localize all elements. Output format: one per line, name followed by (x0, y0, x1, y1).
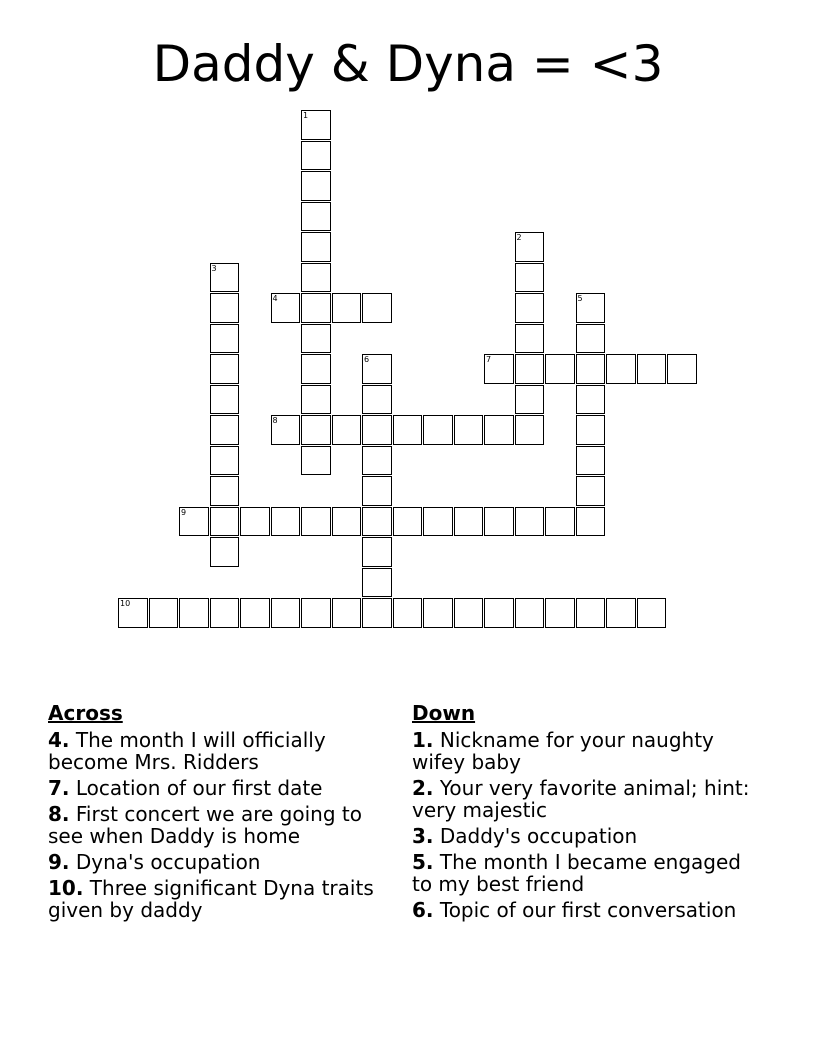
grid-cell[interactable] (606, 354, 636, 384)
clue-number-label: 10 (120, 599, 131, 608)
grid-cell[interactable] (301, 141, 331, 171)
grid-cell[interactable] (301, 446, 331, 476)
grid-cell[interactable] (301, 385, 331, 415)
grid-cell[interactable] (454, 507, 484, 537)
clue-number-label: 4 (272, 294, 278, 303)
clue-number-label: 3 (211, 263, 217, 273)
grid-cell[interactable] (515, 385, 545, 415)
grid-cell[interactable] (484, 354, 514, 384)
across-clue (48, 803, 378, 847)
grid-cell[interactable] (515, 415, 545, 445)
clue-text: Your very favorite animal; hint: very majestic (412, 776, 750, 822)
clue-text: First concert we are going to see when Daddy is home (48, 802, 362, 848)
clue-number: 2. (412, 776, 434, 800)
grid-cell[interactable] (362, 598, 392, 628)
grid-cell[interactable] (484, 507, 514, 537)
grid-cell[interactable] (210, 293, 240, 323)
grid-cell[interactable] (545, 507, 575, 537)
clue-number: 8. (48, 802, 70, 826)
grid-cell[interactable] (210, 476, 240, 506)
grid-cell[interactable] (301, 507, 331, 537)
clue-text: Topic of our first conversation (439, 898, 737, 922)
grid-cell[interactable] (210, 354, 240, 384)
clue-text: The month I became engaged to my best friend (412, 850, 741, 896)
grid-cell[interactable] (667, 354, 697, 384)
grid-cell[interactable] (240, 598, 270, 628)
grid-cell[interactable] (271, 293, 301, 323)
grid-cell[interactable] (515, 232, 545, 262)
grid-cell[interactable] (301, 263, 331, 293)
grid-cell[interactable] (210, 263, 240, 293)
grid-cell[interactable] (301, 293, 331, 323)
grid-cell[interactable] (576, 507, 606, 537)
grid-cell[interactable] (362, 476, 392, 506)
clue-number: 6. (412, 898, 434, 922)
clue-number: 4. (48, 728, 70, 752)
clue-number-label: 5 (577, 294, 583, 303)
grid-cell[interactable] (606, 598, 636, 628)
grid-cell[interactable] (210, 507, 240, 537)
clue-number: 5. (412, 850, 434, 874)
grid-cell[interactable] (545, 598, 575, 628)
grid-cell[interactable] (484, 598, 514, 628)
down-heading: Down (412, 701, 476, 725)
grid-cell[interactable] (332, 598, 362, 628)
grid-cell[interactable] (210, 598, 240, 628)
grid-cell[interactable] (515, 293, 545, 323)
grid-cell[interactable] (301, 354, 331, 384)
grid-cell[interactable] (301, 232, 331, 262)
clue-number-label: 9 (181, 507, 187, 517)
down-clue (412, 825, 762, 847)
clue-text: The month I will officially become Mrs. Ridders (48, 728, 326, 774)
grid-cell[interactable] (576, 354, 606, 384)
grid-cell[interactable] (301, 110, 331, 140)
grid-cell[interactable] (149, 598, 179, 628)
clue-number-label: 2 (516, 233, 522, 242)
grid-cell[interactable] (301, 324, 331, 354)
grid-cell[interactable] (515, 598, 545, 628)
grid-cell[interactable] (362, 568, 392, 598)
grid-cell[interactable] (576, 446, 606, 476)
grid-cell[interactable] (423, 598, 453, 628)
grid-cell[interactable] (545, 354, 575, 384)
clue-number: 7. (48, 776, 70, 800)
grid-cell[interactable] (271, 415, 301, 445)
grid-cell[interactable] (515, 263, 545, 293)
down-clue (412, 851, 762, 895)
grid-cell[interactable] (576, 415, 606, 445)
clue-number: 3. (412, 824, 434, 848)
grid-cell[interactable] (301, 171, 331, 201)
grid-cell[interactable] (393, 507, 423, 537)
across-clue (48, 729, 378, 773)
grid-cell[interactable] (484, 415, 514, 445)
grid-cell[interactable] (362, 507, 392, 537)
clue-text: Nickname for your naughty wifey baby (412, 728, 714, 774)
puzzle-title: Daddy & Dyna = <3 (152, 35, 664, 93)
clue-number: 1. (412, 728, 434, 752)
grid-cell[interactable] (271, 598, 301, 628)
grid-cell[interactable] (210, 446, 240, 476)
grid-cell[interactable] (362, 415, 392, 445)
clue-text: Location of our first date (75, 776, 323, 800)
grid-cell[interactable] (576, 293, 606, 323)
down-clue (412, 777, 762, 821)
across-clue (48, 851, 378, 873)
grid-cell[interactable] (210, 415, 240, 445)
down-clues (412, 701, 762, 925)
down-clue (412, 729, 762, 773)
grid-cell[interactable] (210, 385, 240, 415)
clue-text: Dyna's occupation (75, 850, 261, 874)
grid-cell[interactable] (454, 598, 484, 628)
grid-cell[interactable] (179, 507, 209, 537)
clue-text: Three significant Dyna traits given by daddy (48, 876, 374, 922)
grid-cell[interactable] (210, 537, 240, 567)
grid-cell[interactable] (576, 598, 606, 628)
clue-number: 9. (48, 850, 70, 874)
across-clue (48, 877, 378, 921)
grid-cell[interactable] (423, 507, 453, 537)
grid-cell[interactable] (637, 598, 667, 628)
clue-number-label: 8 (272, 416, 278, 425)
grid-cell[interactable] (362, 354, 392, 384)
grid-cell[interactable] (393, 598, 423, 628)
clue-number-label: 6 (364, 355, 370, 364)
grid-cell[interactable] (393, 415, 423, 445)
grid-cell[interactable] (362, 446, 392, 476)
across-clues (48, 701, 378, 925)
grid-cell[interactable] (332, 293, 362, 323)
grid-cell[interactable] (271, 507, 301, 537)
grid-cell[interactable] (454, 415, 484, 445)
grid-cell[interactable] (362, 537, 392, 567)
grid-cell[interactable] (637, 354, 667, 384)
grid-cell[interactable] (210, 324, 240, 354)
clue-number-label: 1 (303, 111, 309, 120)
grid-cell[interactable] (515, 324, 545, 354)
grid-cell[interactable] (362, 293, 392, 323)
grid-cell[interactable] (362, 385, 392, 415)
grid-cell[interactable] (332, 415, 362, 445)
grid-cell[interactable] (332, 507, 362, 537)
grid-cell[interactable] (301, 598, 331, 628)
grid-cell[interactable] (301, 202, 331, 232)
across-heading: Across (48, 701, 123, 725)
clue-number: 10. (48, 876, 84, 900)
clue-text: Daddy's occupation (439, 824, 638, 848)
clue-number-label: 7 (486, 355, 492, 364)
across-clue (48, 777, 378, 799)
grid-cell[interactable] (423, 415, 453, 445)
grid-cell[interactable] (576, 324, 606, 354)
grid-cell[interactable] (576, 476, 606, 506)
grid-cell[interactable] (240, 507, 270, 537)
grid-cell[interactable] (301, 415, 331, 445)
grid-cell[interactable] (576, 385, 606, 415)
grid-cell[interactable] (118, 598, 148, 628)
grid-cell[interactable] (179, 598, 209, 628)
down-clue (412, 899, 762, 921)
grid-cell[interactable] (515, 507, 545, 537)
grid-cell[interactable] (515, 354, 545, 384)
